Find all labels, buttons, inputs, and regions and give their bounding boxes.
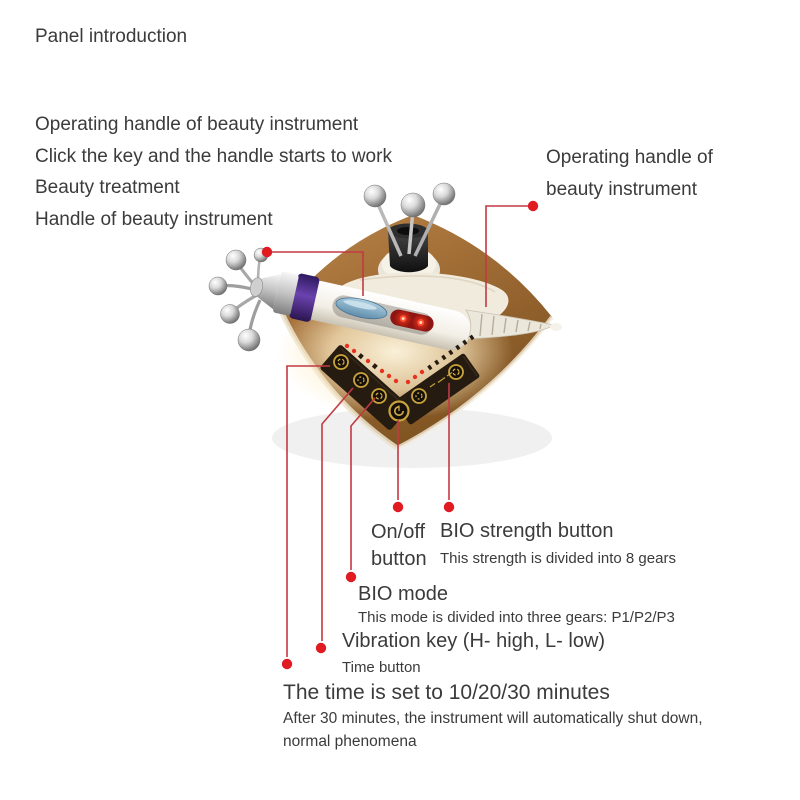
callout-dot: [316, 643, 326, 653]
label-onoff-line1: On/off: [371, 521, 426, 543]
callout-dot: [346, 572, 356, 582]
roller-ball-icon: [209, 277, 227, 295]
label-onoff-line2: button: [371, 548, 427, 570]
callout-dot: [444, 502, 454, 512]
label-time-sub1: After 30 minutes, the instrument will automatically shut down,: [283, 710, 703, 727]
callout-dot: [393, 502, 403, 512]
label-time-button: Time button: [342, 659, 421, 676]
time-icon: [334, 355, 348, 369]
roller-ball-icon: [221, 305, 240, 324]
roller-ball-icon: [238, 329, 260, 351]
left-label-operating-handle: Operating handle of beauty instrument: [35, 114, 359, 135]
claw-roller-head: [209, 248, 268, 351]
right-label-operating-handle-line2: beauty instrument: [546, 179, 698, 200]
label-bio-strength-title: BIO strength button: [440, 520, 614, 542]
page-title: Panel introduction: [35, 26, 188, 47]
label-time-title: The time is set to 10/20/30 minutes: [283, 681, 610, 704]
right-label-operating-handle-line1: Operating handle of: [546, 147, 713, 168]
left-label-click-key: Click the key and the handle starts to work: [35, 146, 392, 167]
label-bio-mode-title: BIO mode: [358, 583, 449, 605]
roller-ball-icon: [226, 250, 246, 270]
bio-mode-icon: [372, 389, 386, 403]
label-time-sub2: normal phenomena: [283, 733, 417, 750]
label-bio-mode-sub: This mode is divided into three gears: P1/P2/P3: [358, 609, 675, 626]
bio-strength-icon: [412, 389, 426, 403]
roller-ball-icon: [433, 183, 455, 205]
label-vibration-key: Vibration key (H- high, L- low): [342, 630, 606, 652]
roller-ball-icon: [364, 185, 386, 207]
roller-ball-icon: [401, 193, 425, 217]
left-label-handle: Handle of beauty instrument: [35, 209, 273, 230]
callout-dot: [282, 659, 292, 669]
callout-dot: [262, 247, 272, 257]
label-bio-strength-sub: This strength is divided into 8 gears: [440, 550, 676, 567]
left-label-beauty-treatment: Beauty treatment: [35, 177, 180, 198]
callout-dot: [528, 201, 538, 211]
vibration-icon: [354, 373, 368, 387]
bio-strength-icon: [449, 365, 463, 379]
